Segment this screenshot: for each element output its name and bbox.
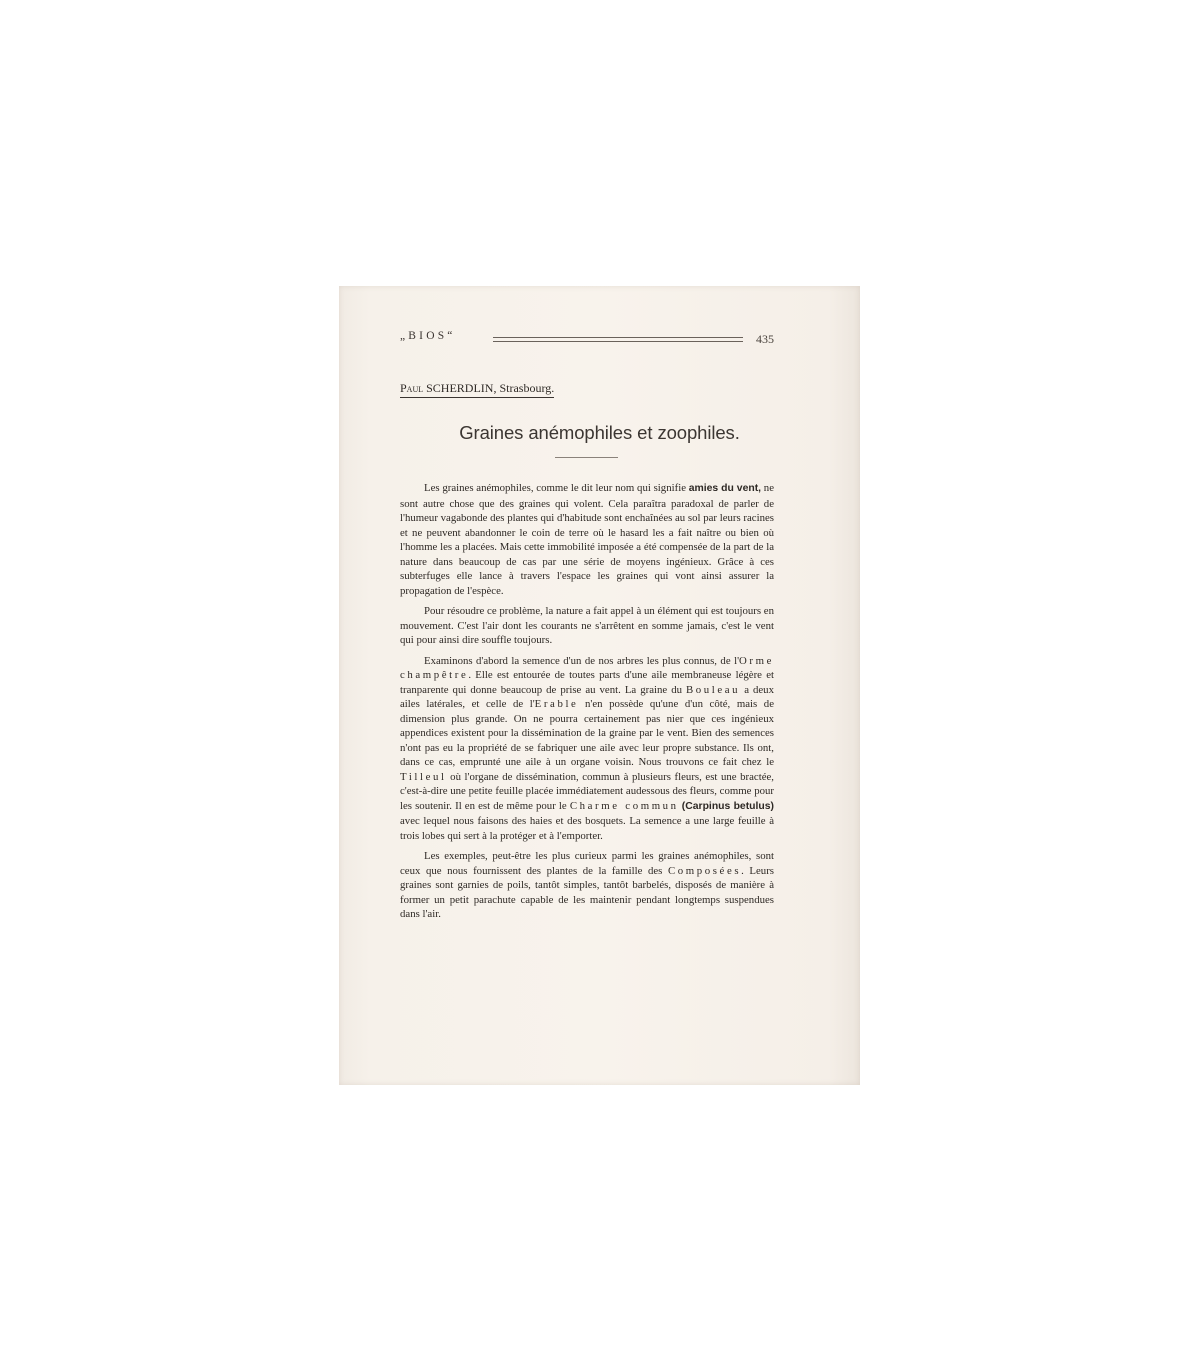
paragraph-4: [400, 849, 774, 922]
term-charme: Charme commun: [569, 799, 679, 812]
paragraph-3-text-a: Examinons d'abord la semence d'un de nos arbres les plus connus, de l': [424, 654, 740, 667]
term-tilleul: Tilleul: [400, 770, 447, 783]
paragraph-1: [400, 481, 774, 598]
page-number: 435: [756, 332, 774, 346]
paragraph-3-text-b: . Elle est entourée de toutes parts d'une aile membraneuse légère et tranparente qui donne beaucoup de prise au vent. La graine du: [400, 669, 774, 696]
paragraph-1-emphasis: amies du vent,: [688, 483, 762, 494]
author-place: Strasbourg.: [499, 381, 555, 395]
title-divider: [555, 457, 618, 458]
article-body: [400, 481, 774, 928]
term-bouleau: Bouleau: [686, 683, 741, 696]
document-page: [339, 286, 860, 1085]
header-double-rule: [493, 337, 743, 342]
paragraph-3-text-e: où l'organe de dissémination, commun à plusieurs fleurs, est une bractée, c'est-à-dire une petite feuille placée immédiatement audessous des fleurs, comme pour les soutenir. Il en est de même pour le: [400, 770, 774, 812]
paragraph-3-text-f: avec lequel nous faisons des haies et des bosquets. La semence a une large feuille à trois lobes qui sert à la protéger et à l'emporter.: [400, 815, 774, 842]
author-first-name: Paul: [400, 381, 424, 395]
term-orme: Orme champêtre: [400, 654, 774, 681]
journal-name: „BIOS“: [400, 330, 456, 342]
paragraph-1-text-c: ne sont autre chose que des graines qui volent. Cela paraîtra paradoxal de parler de l'humeur vagabonde des plantes qui d'habitude sont enchaînées au sol par leurs racines et ne peuvent abandonner le coin de terre où le hasard les a fait naître ou bien où l'homme les a placées. Mais cette immobilité imposée a été compensée de la part de la nature dans beaucoup de cas par une série de moyens ingénieux. Grâce à ces subterfuges elle lance à travers l'espace les graines qui vont ainsi assurer la propagation de l'espèce.: [400, 482, 774, 597]
paragraph-4-text-a: Les exemples, peut-être les plus curieux parmi les graines anémophiles, sont ceux que nous fournissent des plantes de la famille des: [400, 850, 774, 877]
term-composees: Composées: [667, 864, 742, 877]
paragraph-3-text-c: a deux ailes latérales, et celle de l': [400, 683, 774, 710]
term-erable: Erable: [534, 698, 579, 710]
paragraph-3: [400, 654, 774, 844]
paragraph-4-text-b: . Leurs graines sont garnies de poils, tantôt simples, tantôt barbelés, disposés de manière à former un petit parachute capable de les maintenir pendant longtemps suspendues dans l'air.: [400, 864, 774, 920]
author-byline: [400, 381, 554, 398]
term-latin-name: (Carpinus betulus): [681, 800, 774, 812]
paragraph-1-text-a: Les graines anémophiles, comme le dit leur nom qui signifie: [424, 482, 689, 494]
author-last-name: SCHERDLIN,: [426, 381, 497, 395]
paragraph-3-text-d: n'en possède qu'une d'un côté, mais de dimension plus grande. On ne pourra certainement pas nier que ces ingénieux appendices existent pour la dissémination de la graine par le vent. Bien des semences n'ont pas eu la propriété de se fabriquer une aile avec leur propre substance. Ils ont, dans ce cas, emprunté une aile à un organe voisin. Nous trouvons ce fait chez le: [400, 698, 774, 768]
running-head: [400, 330, 776, 348]
paragraph-2: Pour résoudre ce problème, la nature a fait appel à un élément qui est toujours en mouvement. C'est l'air dont les courants ne s'arrêtent en somme jamais, c'est le vent qui pour ainsi dire souffle toujours.: [400, 605, 774, 646]
article-title: Graines anémophiles et zoophiles.: [459, 422, 740, 443]
